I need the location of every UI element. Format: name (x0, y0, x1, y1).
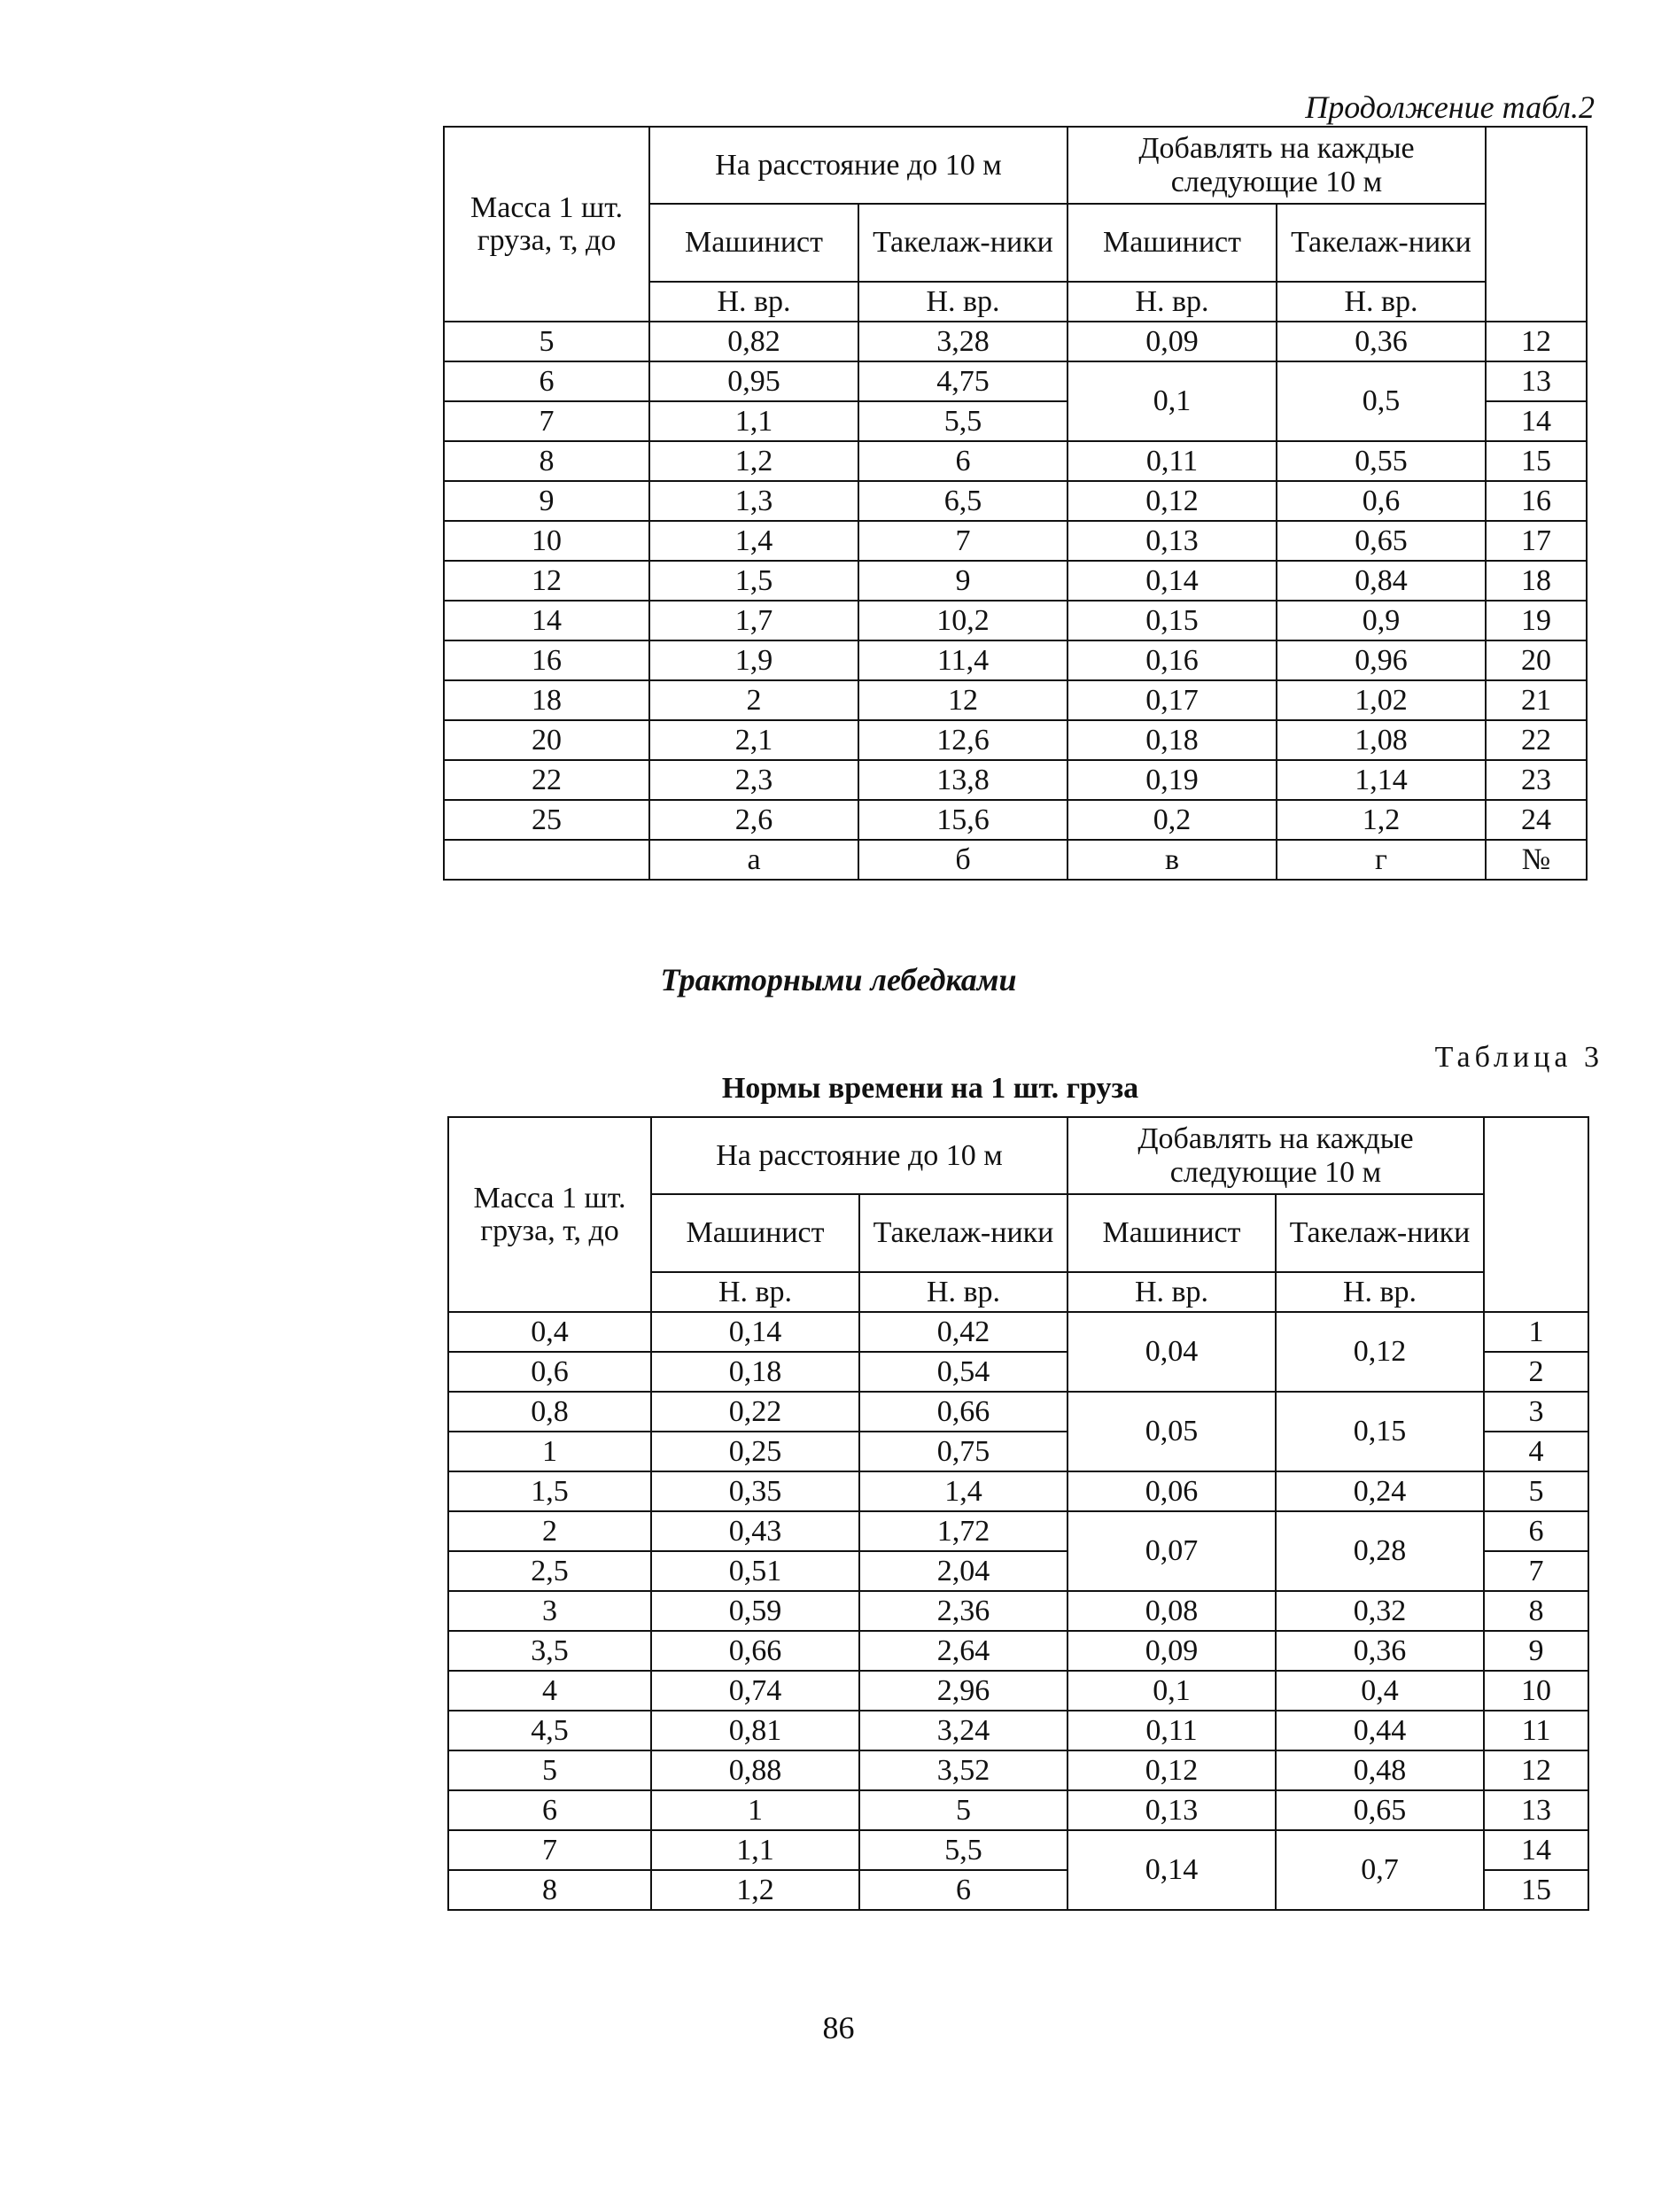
cell-number: 5 (1484, 1471, 1588, 1511)
cell-a: 2,6 (649, 800, 858, 840)
cell-b: 2,64 (859, 1631, 1068, 1671)
cell-c: 0,14 (1068, 1830, 1276, 1910)
table-2-continued (443, 126, 1588, 881)
cell-b: 10,2 (858, 601, 1068, 640)
cell-d: 0,15 (1276, 1392, 1484, 1471)
cell-mass: 12 (444, 561, 649, 601)
cell-c: 0,09 (1068, 1631, 1276, 1671)
cell-mass: 4 (448, 1671, 651, 1711)
cell-a: 1,4 (649, 521, 858, 561)
cell-c: 0,15 (1068, 601, 1277, 640)
cell-mass: 3,5 (448, 1631, 651, 1671)
cell-d: 1,08 (1277, 720, 1486, 760)
header-distance: На расстояние до 10 м (651, 1117, 1068, 1194)
cell-b: 5,5 (858, 401, 1068, 441)
column-label-d: г (1277, 840, 1486, 880)
cell-c: 0,12 (1068, 481, 1277, 521)
table-row (444, 601, 1587, 640)
header-unit: Н. вр. (858, 282, 1068, 322)
header-machinist: Машинист (1068, 204, 1277, 282)
header-machinist: Машинист (649, 204, 858, 282)
header-mass: Масса 1 шт. груза, т, до (444, 127, 649, 322)
header-machinist: Машинист (1068, 1194, 1276, 1272)
cell-d: 0,5 (1277, 361, 1486, 441)
cell-d: 0,9 (1277, 601, 1486, 640)
cell-number: 19 (1486, 601, 1587, 640)
cell-a: 1,9 (649, 640, 858, 680)
cell-mass: 22 (444, 760, 649, 800)
cell-number: 14 (1484, 1830, 1588, 1870)
cell-number: 14 (1486, 401, 1587, 441)
column-label-a: а (649, 840, 858, 880)
cell-a: 0,35 (651, 1471, 859, 1511)
cell-mass: 6 (444, 361, 649, 401)
cell-c: 0,06 (1068, 1471, 1276, 1511)
header-unit: Н. вр. (1277, 282, 1486, 322)
cell-a: 0,14 (651, 1312, 859, 1352)
cell-mass: 18 (444, 680, 649, 720)
cell-mass: 7 (444, 401, 649, 441)
cell-c: 0,05 (1068, 1392, 1276, 1471)
cell-a: 0,82 (649, 322, 858, 361)
cell-b: 13,8 (858, 760, 1068, 800)
cell-c: 0,18 (1068, 720, 1277, 760)
cell-d: 0,32 (1276, 1591, 1484, 1631)
cell-mass: 4,5 (448, 1711, 651, 1750)
cell-a: 1,7 (649, 601, 858, 640)
cell-number: 10 (1484, 1671, 1588, 1711)
cell-a: 2 (649, 680, 858, 720)
cell-b: 12,6 (858, 720, 1068, 760)
cell-mass: 3 (448, 1591, 651, 1631)
table-3 (447, 1116, 1589, 1911)
column-label-b: б (858, 840, 1068, 880)
cell-mass: 0,4 (448, 1312, 651, 1352)
header-riggers: Такелаж-ники (1276, 1194, 1484, 1272)
header-unit: Н. вр. (859, 1272, 1068, 1312)
cell-c: 0,11 (1068, 1711, 1276, 1750)
column-label-c: в (1068, 840, 1277, 880)
cell-b: 11,4 (858, 640, 1068, 680)
table-row (448, 1591, 1588, 1631)
cell-d: 0,48 (1276, 1750, 1484, 1790)
cell-a: 0,66 (651, 1631, 859, 1671)
cell-number: 2 (1484, 1352, 1588, 1392)
cell-mass: 2 (448, 1511, 651, 1551)
header-machinist: Машинист (651, 1194, 859, 1272)
cell-c: 0,13 (1068, 521, 1277, 561)
cell-a: 1,1 (651, 1830, 859, 1870)
header-add-each: Добавлять на каждые следующие 10 м (1068, 127, 1486, 204)
cell-mass: 2,5 (448, 1551, 651, 1591)
cell-d: 0,4 (1276, 1671, 1484, 1711)
cell-c: 0,16 (1068, 640, 1277, 680)
cell-b: 2,04 (859, 1551, 1068, 1591)
cell-c: 0,08 (1068, 1591, 1276, 1631)
cell-c: 0,11 (1068, 441, 1277, 481)
cell-number: 15 (1484, 1870, 1588, 1910)
header-unit: Н. вр. (1276, 1272, 1484, 1312)
cell-number: 15 (1486, 441, 1587, 481)
cell-number: 22 (1486, 720, 1587, 760)
cell-mass: 1 (448, 1432, 651, 1471)
header-unit: Н. вр. (651, 1272, 859, 1312)
table-row (444, 441, 1587, 481)
cell-c: 0,04 (1068, 1312, 1276, 1392)
header-unit: Н. вр. (649, 282, 858, 322)
cell-d: 0,84 (1277, 561, 1486, 601)
cell-mass: 0,6 (448, 1352, 651, 1392)
cell-d: 0,65 (1276, 1790, 1484, 1830)
cell-mass: 20 (444, 720, 649, 760)
cell-b: 5,5 (859, 1830, 1068, 1870)
cell-b: 4,75 (858, 361, 1068, 401)
table-row (448, 1790, 1588, 1830)
table-caption: Нормы времени на 1 шт. груза (721, 1072, 1139, 1105)
table-row (444, 322, 1587, 361)
cell-a: 0,95 (649, 361, 858, 401)
table-row (448, 1511, 1588, 1551)
cell-number: 21 (1486, 680, 1587, 720)
cell-b: 12 (858, 680, 1068, 720)
table-row (444, 800, 1587, 840)
cell-number: 7 (1484, 1551, 1588, 1591)
cell-b: 2,96 (859, 1671, 1068, 1711)
cell-number: 11 (1484, 1711, 1588, 1750)
header-riggers: Такелаж-ники (859, 1194, 1068, 1272)
cell-number: 1 (1484, 1312, 1588, 1352)
cell-number: 3 (1484, 1392, 1588, 1432)
cell-b: 7 (858, 521, 1068, 561)
table-row (448, 1830, 1588, 1870)
cell-a: 0,74 (651, 1671, 859, 1711)
cell-b: 2,36 (859, 1591, 1068, 1631)
page-number: 86 (822, 2010, 855, 2045)
cell-mass: 5 (448, 1750, 651, 1790)
cell-number: 12 (1486, 322, 1587, 361)
table-row (448, 1392, 1588, 1432)
cell-c: 0,07 (1068, 1511, 1276, 1591)
cell-b: 1,4 (859, 1471, 1068, 1511)
cell-a: 0,51 (651, 1551, 859, 1591)
cell-b: 6,5 (858, 481, 1068, 521)
cell-d: 0,24 (1276, 1471, 1484, 1511)
cell-number: 13 (1486, 361, 1587, 401)
cell-b: 0,75 (859, 1432, 1068, 1471)
cell-a: 1,2 (649, 441, 858, 481)
cell-number: 16 (1486, 481, 1587, 521)
cell-mass: 5 (444, 322, 649, 361)
table-row (444, 561, 1587, 601)
cell-c: 0,17 (1068, 680, 1277, 720)
cell-a: 1 (651, 1790, 859, 1830)
cell-a: 0,25 (651, 1432, 859, 1471)
section-title: Тракторными лебедками (660, 962, 1017, 997)
cell-d: 1,2 (1277, 800, 1486, 840)
cell-mass-empty (444, 840, 649, 880)
column-label-number: № (1486, 840, 1587, 880)
cell-a: 2,3 (649, 760, 858, 800)
cell-a: 1,2 (651, 1870, 859, 1910)
table-row (444, 720, 1587, 760)
header-riggers: Такелаж-ники (858, 204, 1068, 282)
cell-a: 0,18 (651, 1352, 859, 1392)
table-row (444, 760, 1587, 800)
cell-number: 20 (1486, 640, 1587, 680)
cell-mass: 8 (448, 1870, 651, 1910)
cell-d: 0,96 (1277, 640, 1486, 680)
cell-a: 0,43 (651, 1511, 859, 1551)
cell-a: 2,1 (649, 720, 858, 760)
cell-d: 0,44 (1276, 1711, 1484, 1750)
cell-number: 24 (1486, 800, 1587, 840)
cell-b: 9 (858, 561, 1068, 601)
cell-d: 0,55 (1277, 441, 1486, 481)
header-number-empty (1484, 1117, 1588, 1312)
header-add-each: Добавлять на каждые следующие 10 м (1068, 1117, 1484, 1194)
cell-number: 4 (1484, 1432, 1588, 1471)
table-row (448, 1750, 1588, 1790)
cell-b: 0,54 (859, 1352, 1068, 1392)
table-row (448, 1711, 1588, 1750)
cell-number: 8 (1484, 1591, 1588, 1631)
cell-b: 15,6 (858, 800, 1068, 840)
cell-b: 0,42 (859, 1312, 1068, 1352)
cell-d: 0,36 (1276, 1631, 1484, 1671)
cell-mass: 8 (444, 441, 649, 481)
cell-a: 0,81 (651, 1711, 859, 1750)
table-row (444, 361, 1587, 401)
table-footer-row (444, 840, 1587, 880)
cell-number: 12 (1484, 1750, 1588, 1790)
cell-mass: 0,8 (448, 1392, 651, 1432)
cell-c: 0,12 (1068, 1750, 1276, 1790)
cell-number: 6 (1484, 1511, 1588, 1551)
cell-d: 1,14 (1277, 760, 1486, 800)
cell-mass: 10 (444, 521, 649, 561)
continuation-note: Продолжение табл.2 (1305, 89, 1595, 125)
header-distance: На расстояние до 10 м (649, 127, 1068, 204)
cell-mass: 7 (448, 1830, 651, 1870)
cell-b: 6 (859, 1870, 1068, 1910)
cell-c: 0,2 (1068, 800, 1277, 840)
table-row (444, 521, 1587, 561)
cell-b: 5 (859, 1790, 1068, 1830)
table-label: Таблица 3 (1434, 1041, 1603, 1074)
cell-c: 0,1 (1068, 1671, 1276, 1711)
cell-d: 0,6 (1277, 481, 1486, 521)
cell-c: 0,13 (1068, 1790, 1276, 1830)
cell-mass: 16 (444, 640, 649, 680)
header-number-empty (1486, 127, 1587, 322)
cell-b: 6 (858, 441, 1068, 481)
table-row (444, 640, 1587, 680)
cell-c: 0,14 (1068, 561, 1277, 601)
cell-number: 18 (1486, 561, 1587, 601)
cell-a: 1,1 (649, 401, 858, 441)
cell-number: 17 (1486, 521, 1587, 561)
cell-a: 1,5 (649, 561, 858, 601)
cell-c: 0,19 (1068, 760, 1277, 800)
cell-number: 13 (1484, 1790, 1588, 1830)
cell-number: 23 (1486, 760, 1587, 800)
cell-d: 0,65 (1277, 521, 1486, 561)
cell-d: 0,12 (1276, 1312, 1484, 1392)
cell-b: 3,28 (858, 322, 1068, 361)
table-row (444, 680, 1587, 720)
table-row (444, 481, 1587, 521)
table-row (448, 1312, 1588, 1352)
cell-d: 0,7 (1276, 1830, 1484, 1910)
cell-mass: 9 (444, 481, 649, 521)
cell-mass: 25 (444, 800, 649, 840)
cell-b: 3,24 (859, 1711, 1068, 1750)
header-riggers: Такелаж-ники (1277, 204, 1486, 282)
cell-a: 0,88 (651, 1750, 859, 1790)
cell-a: 0,59 (651, 1591, 859, 1631)
cell-a: 0,22 (651, 1392, 859, 1432)
cell-number: 9 (1484, 1631, 1588, 1671)
cell-b: 3,52 (859, 1750, 1068, 1790)
cell-c: 0,1 (1068, 361, 1277, 441)
table-row (448, 1631, 1588, 1671)
cell-d: 0,28 (1276, 1511, 1484, 1591)
header-unit: Н. вр. (1068, 282, 1277, 322)
table-row (448, 1671, 1588, 1711)
header-mass: Масса 1 шт. груза, т, до (448, 1117, 651, 1312)
header-unit: Н. вр. (1068, 1272, 1276, 1312)
cell-b: 1,72 (859, 1511, 1068, 1551)
cell-mass: 14 (444, 601, 649, 640)
cell-c: 0,09 (1068, 322, 1277, 361)
table-row (448, 1471, 1588, 1511)
cell-mass: 6 (448, 1790, 651, 1830)
cell-d: 1,02 (1277, 680, 1486, 720)
cell-a: 1,3 (649, 481, 858, 521)
cell-b: 0,66 (859, 1392, 1068, 1432)
cell-d: 0,36 (1277, 322, 1486, 361)
cell-mass: 1,5 (448, 1471, 651, 1511)
